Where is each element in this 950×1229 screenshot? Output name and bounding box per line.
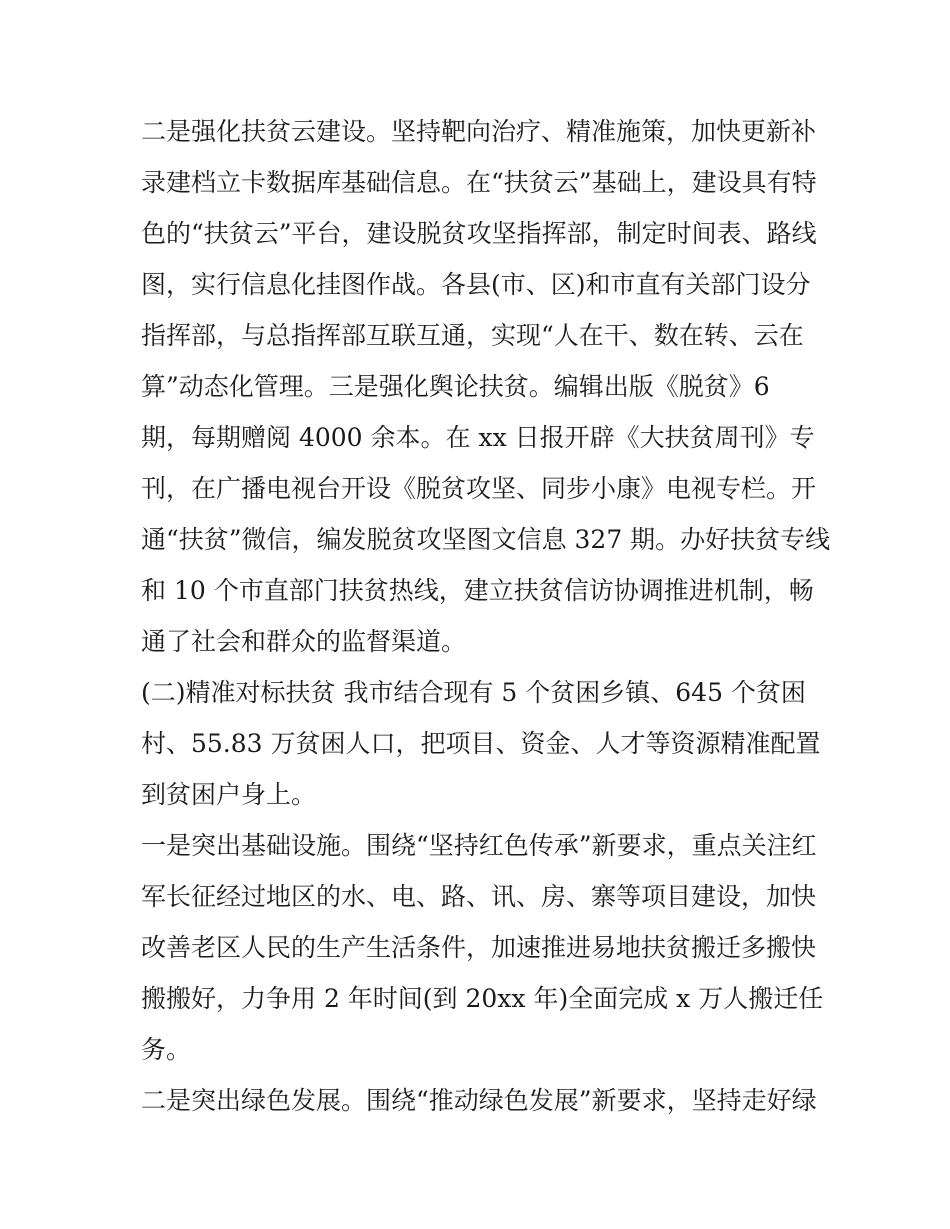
text-line: 务。 xyxy=(141,1035,192,1064)
text-line: 村、55.83 万贫困人口，把项目、资金、人才等资源精准配置 xyxy=(141,729,821,758)
text-line: 通了社会和群众的监督渠道。 xyxy=(141,627,467,656)
text-line: 二是突出绿色发展。围绕“推动绿色发展”新要求，坚持走好绿 xyxy=(141,1086,817,1115)
text-line: 到贫困户身上。 xyxy=(141,780,317,809)
text-line: 算”动态化管理。三是强化舆论扶贫。编辑出版《脱贫》6 xyxy=(141,372,770,401)
text-line: 指挥部，与总指挥部互联互通，实现“人在干、数在转、云在 xyxy=(141,321,804,350)
text-line: 通“扶贫”微信，编发脱贫攻坚图文信息 327 期。办好扶贫专线 xyxy=(141,525,831,554)
text-line: 改善老区人民的生产生活条件，加速推进易地扶贫搬迁多搬快 xyxy=(141,933,817,962)
text-line: 刊，在广播电视台开设《脱贫攻坚、同步小康》电视专栏。开 xyxy=(141,474,817,503)
text-line: 色的“扶贫云”平台，建设脱贫攻坚指挥部，制定时间表、路线 xyxy=(141,219,817,248)
text-line: 搬搬好，力争用 2 年时间(到 20xx 年)全面完成 x 万人搬迁任 xyxy=(141,984,824,1013)
text-line: 图，实行信息化挂图作战。各县(市、区)和市直有关部门设分 xyxy=(141,270,811,299)
text-line: 录建档立卡数据库基础信息。在“扶贫云”基础上，建设具有特 xyxy=(141,168,817,197)
text-line: 期，每期赠阅 4000 余本。在 xx 日报开辟《大扶贫周刊》专 xyxy=(141,423,815,452)
text-line: 军长征经过地区的水、电、路、讯、房、寨等项目建设，加快 xyxy=(141,882,817,911)
text-line: 和 10 个市直部门扶贫热线，建立扶贫信访协调推进机制，畅 xyxy=(141,576,814,605)
body-text xyxy=(141,106,831,1126)
text-line: 二是强化扶贫云建设。坚持靶向治疗、精准施策，加快更新补 xyxy=(141,117,817,146)
section-heading-line: (二)精准对标扶贫 我市结合现有 5 个贫困乡镇、645 个贫困 xyxy=(141,678,806,707)
text-line: 一是突出基础设施。围绕“坚持红色传承”新要求，重点关注红 xyxy=(141,831,817,860)
